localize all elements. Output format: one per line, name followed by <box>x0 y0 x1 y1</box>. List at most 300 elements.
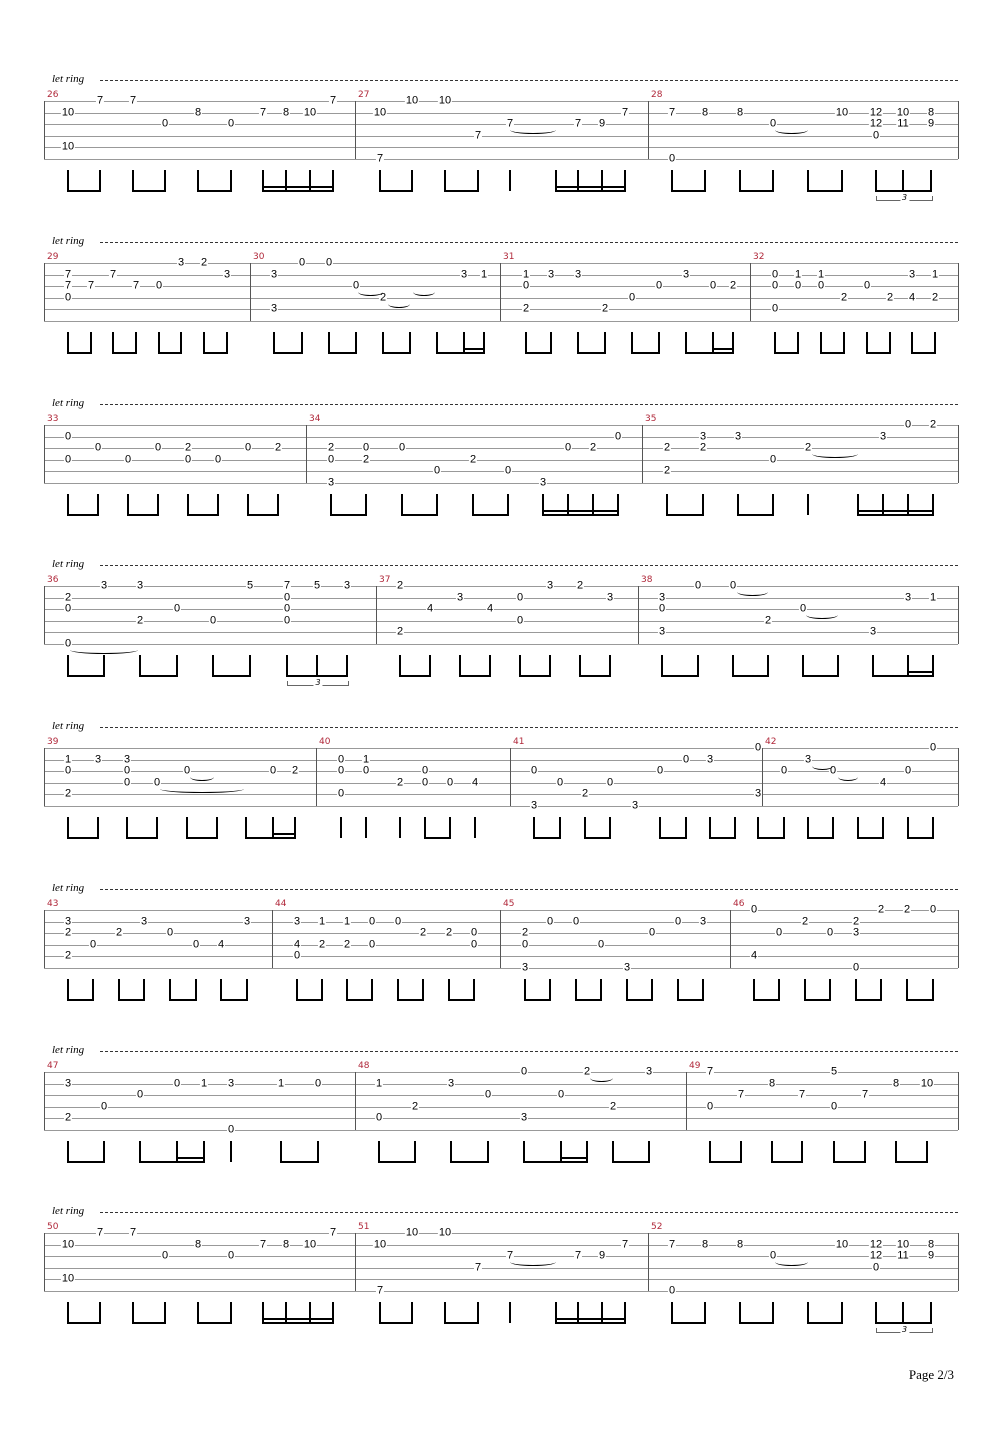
beam <box>757 837 785 839</box>
note-stem <box>661 655 663 676</box>
beam <box>67 1161 105 1163</box>
note-stem <box>186 817 188 838</box>
barline <box>44 425 45 483</box>
fret-number: 0 <box>293 949 301 962</box>
let-ring-label: let ring <box>52 720 85 732</box>
fret-number: 2 <box>64 787 72 800</box>
beam <box>186 837 218 839</box>
note-stem <box>346 979 348 1000</box>
fret-number: 7 <box>861 1088 869 1101</box>
fret-number: 0 <box>484 1088 492 1101</box>
fret-number: 0 <box>421 764 429 777</box>
fret-number: 0 <box>682 753 690 765</box>
fret-number: 3 <box>682 268 690 280</box>
fret-number: 3 <box>754 787 762 800</box>
note-stem <box>245 817 247 838</box>
note-stem <box>448 979 450 1000</box>
beam <box>67 999 94 1001</box>
fret-number: 8 <box>927 1238 935 1250</box>
fret-number: 0 <box>872 129 880 141</box>
note-stem <box>509 1302 511 1323</box>
note-stem <box>895 1141 897 1162</box>
fret-number: 7 <box>283 579 291 592</box>
note-stem <box>477 1302 479 1323</box>
fret-number: 7 <box>798 1088 806 1101</box>
note-stem <box>399 817 401 838</box>
beam <box>187 514 219 516</box>
fret-number: 3 <box>804 753 812 765</box>
tab-string-line <box>44 309 958 310</box>
fret-number: 0 <box>564 441 572 454</box>
fret-number: 0 <box>754 741 762 754</box>
note-stem <box>176 655 178 676</box>
note-stem <box>575 979 577 1000</box>
fret-number: 0 <box>337 753 345 765</box>
fret-number: 2 <box>931 291 939 303</box>
barline <box>355 101 356 159</box>
barline <box>355 1233 356 1291</box>
note-stem <box>379 170 381 191</box>
fret-number: 3 <box>136 579 144 592</box>
fret-number: 3 <box>699 915 707 927</box>
fret-number: 7 <box>64 268 72 280</box>
beam <box>577 352 606 354</box>
beam <box>67 1322 101 1324</box>
barline <box>762 748 763 806</box>
fret-number: 0 <box>362 764 370 777</box>
note-stem <box>807 494 809 515</box>
beam-secondary <box>560 1157 588 1159</box>
fret-number: 0 <box>161 1249 169 1262</box>
beam-secondary <box>555 186 626 188</box>
fret-number: 1 <box>277 1077 285 1089</box>
tab-system <box>0 1044 1000 1194</box>
fret-number: 2 <box>64 1111 72 1124</box>
note-stem <box>135 332 137 353</box>
note-stem <box>889 332 891 353</box>
fret-number: 1 <box>817 268 825 280</box>
tab-string-line <box>44 147 958 148</box>
fret-number: 0 <box>100 1100 108 1112</box>
beam-secondary <box>272 833 296 835</box>
note-stem <box>841 170 843 191</box>
beam <box>328 352 357 354</box>
note-stem <box>409 332 411 353</box>
fret-number: 3 <box>270 302 278 315</box>
note-stem <box>875 1302 877 1323</box>
beam <box>519 675 551 677</box>
note-stem <box>677 979 679 1000</box>
fret-number: 3 <box>623 961 631 973</box>
barline <box>44 1233 45 1291</box>
note-stem <box>864 1141 866 1162</box>
note-stem <box>882 817 884 838</box>
note-stem <box>449 817 451 838</box>
tab-string-line <box>44 159 958 160</box>
fret-number: 1 <box>362 753 370 765</box>
fret-number: 0 <box>173 602 181 615</box>
let-ring-label: let ring <box>52 73 85 85</box>
fret-number: 0 <box>352 279 360 292</box>
fret-number: 0 <box>628 291 636 303</box>
fret-number: 0 <box>780 764 788 777</box>
fret-number: 3 <box>734 430 742 442</box>
fret-number: 10 <box>405 1226 419 1239</box>
fret-number: 1 <box>929 591 937 603</box>
note-stem <box>118 979 120 1000</box>
note-stem <box>523 1141 525 1162</box>
fret-number: 7 <box>668 1238 676 1250</box>
fret-number: 0 <box>769 453 777 465</box>
fret-number: 2 <box>764 614 772 626</box>
fret-number: 8 <box>927 106 935 118</box>
beam <box>67 352 92 354</box>
measure-number: 43 <box>47 899 59 909</box>
beam <box>857 837 884 839</box>
note-stem <box>651 979 653 1000</box>
note-stem <box>739 1302 741 1323</box>
fret-number: 3 <box>606 591 614 603</box>
beam <box>524 999 551 1001</box>
fret-number: 3 <box>343 579 351 592</box>
tab-string-line <box>44 806 958 807</box>
beam <box>895 1161 928 1163</box>
note-stem <box>139 655 141 676</box>
note-stem <box>230 170 232 191</box>
fret-number: 1 <box>794 268 802 280</box>
beam <box>875 1322 932 1324</box>
fret-number: 3 <box>631 799 639 811</box>
beam <box>626 999 653 1001</box>
note-stem <box>355 332 357 353</box>
fret-number: 0 <box>656 764 664 777</box>
fret-number: 0 <box>606 776 614 788</box>
note-stem <box>365 494 367 515</box>
note-stem <box>330 494 332 515</box>
fret-number: 2 <box>929 418 937 431</box>
fret-number: 2 <box>521 926 529 939</box>
fret-number: 0 <box>674 915 682 927</box>
tie <box>510 126 556 134</box>
tab-string-line <box>44 321 958 322</box>
fret-number: 10 <box>61 106 75 118</box>
triplet-number: 3 <box>901 193 908 202</box>
fret-number: 7 <box>129 1226 137 1239</box>
beam <box>67 514 99 516</box>
beam <box>118 999 145 1001</box>
fret-number: 0 <box>433 464 441 477</box>
fret-number: 8 <box>701 106 709 118</box>
fret-number: 0 <box>123 764 131 777</box>
fret-number: 0 <box>829 764 837 777</box>
fret-number: 0 <box>94 441 102 454</box>
fret-number: 10 <box>835 1238 849 1250</box>
fret-number: 4 <box>293 938 301 950</box>
beam <box>212 675 251 677</box>
fret-number: 0 <box>668 152 676 164</box>
tab-system <box>0 397 1000 547</box>
note-stem <box>139 1141 141 1162</box>
note-stem <box>280 1141 282 1162</box>
note-stem <box>702 494 704 515</box>
fret-number: 10 <box>920 1077 934 1089</box>
fret-number: 0 <box>516 614 524 626</box>
beam <box>807 190 843 192</box>
beam <box>346 999 373 1001</box>
note-stem <box>802 655 804 676</box>
note-stem <box>820 332 822 353</box>
fret-number: 0 <box>375 1111 383 1124</box>
note-stem <box>132 170 134 191</box>
note-stem <box>507 494 509 515</box>
fret-number: 8 <box>194 1238 202 1250</box>
fret-number: 0 <box>368 915 376 927</box>
beam <box>774 352 799 354</box>
barline <box>750 263 751 321</box>
note-stem <box>866 332 868 353</box>
beam <box>875 190 932 192</box>
beam <box>820 352 845 354</box>
note-stem <box>930 1302 932 1323</box>
note-stem <box>132 1302 134 1323</box>
fret-number: 0 <box>769 117 777 130</box>
measure-number: 51 <box>358 1222 370 1232</box>
note-stem <box>156 817 158 838</box>
beam <box>132 1322 166 1324</box>
fret-number: 0 <box>446 776 454 788</box>
barline <box>500 263 501 321</box>
beam <box>401 514 438 516</box>
note-stem <box>97 817 99 838</box>
barline <box>44 910 45 968</box>
fret-number: 8 <box>736 1238 744 1250</box>
barline <box>958 1233 959 1291</box>
fret-number: 1 <box>480 268 488 280</box>
note-stem <box>880 979 882 1000</box>
fret-number: 3 <box>547 268 555 280</box>
fret-number: 0 <box>124 453 132 465</box>
tab-string-line <box>44 483 958 484</box>
note-stem <box>444 1302 446 1323</box>
fret-number: 0 <box>227 1123 235 1135</box>
let-ring-label: let ring <box>52 882 85 894</box>
beam <box>542 514 619 516</box>
note-stem <box>609 655 611 676</box>
measure-number: 35 <box>645 414 657 424</box>
fret-number: 7 <box>132 279 140 292</box>
note-stem <box>509 170 511 191</box>
fret-number: 2 <box>411 1100 419 1112</box>
fret-number: 7 <box>621 106 629 118</box>
measure-number: 45 <box>503 899 515 909</box>
tab-string-line <box>44 1118 958 1119</box>
fret-number: 3 <box>447 1077 455 1089</box>
fret-number: 10 <box>61 1238 75 1250</box>
fret-number: 2 <box>601 302 609 315</box>
note-stem <box>778 979 780 1000</box>
fret-number: 7 <box>329 1226 337 1239</box>
beam <box>112 352 137 354</box>
fret-number: 0 <box>64 453 72 465</box>
barline <box>44 1072 45 1130</box>
beam <box>67 190 101 192</box>
fret-number: 0 <box>556 776 564 788</box>
fret-number: 0 <box>516 591 524 603</box>
fret-number: 9 <box>598 117 606 130</box>
beam <box>579 675 611 677</box>
fret-number: 0 <box>470 938 478 950</box>
fret-number: 12 <box>869 117 883 130</box>
note-stem <box>216 817 218 838</box>
beam <box>612 1161 650 1163</box>
beam <box>671 1322 706 1324</box>
note-stem <box>472 494 474 515</box>
fret-number: 7 <box>109 268 117 280</box>
note-stem <box>753 979 755 1000</box>
fret-number: 0 <box>522 279 530 292</box>
fret-number: 2 <box>445 926 453 939</box>
note-stem <box>906 979 908 1000</box>
tie <box>838 773 858 781</box>
note-stem <box>246 979 248 1000</box>
note-stem <box>930 170 932 191</box>
note-stem <box>659 817 661 838</box>
fret-number: 2 <box>396 776 404 788</box>
barline <box>648 101 649 159</box>
fret-number: 3 <box>64 915 72 927</box>
beam <box>67 675 105 677</box>
tab-system <box>0 558 1000 708</box>
note-stem <box>379 1302 381 1323</box>
fret-number: 0 <box>283 614 291 626</box>
tab-string-line <box>44 425 958 426</box>
fret-number: 3 <box>520 1111 528 1124</box>
fret-number: 2 <box>419 926 427 939</box>
tab-system <box>0 73 1000 223</box>
tab-string-line <box>44 922 958 923</box>
let-ring-label: let ring <box>52 558 85 570</box>
let-ring-dashes <box>100 889 958 890</box>
fret-number: 0 <box>929 903 937 916</box>
let-ring-dashes <box>100 242 958 243</box>
beam <box>907 837 934 839</box>
fret-number: 0 <box>530 764 538 777</box>
fret-number: 0 <box>89 938 97 950</box>
beam <box>911 352 936 354</box>
fret-number: 2 <box>576 579 584 592</box>
tab-string-line <box>44 113 958 114</box>
fret-number: 3 <box>456 591 464 603</box>
note-stem <box>932 817 934 838</box>
fret-number: 3 <box>270 268 278 280</box>
note-stem <box>902 170 904 191</box>
note-stem <box>648 1141 650 1162</box>
fret-number: 10 <box>61 1272 75 1285</box>
fret-number: 4 <box>217 938 225 950</box>
fret-number: 1 <box>522 268 530 280</box>
note-stem <box>296 979 298 1000</box>
fret-number: 2 <box>469 453 477 465</box>
measure-number: 34 <box>309 414 321 424</box>
fret-number: 2 <box>801 915 809 927</box>
beam <box>379 1322 413 1324</box>
fret-number: 8 <box>282 106 290 118</box>
fret-number: 7 <box>706 1065 714 1078</box>
note-stem <box>872 655 874 676</box>
beam <box>533 837 561 839</box>
beam-secondary <box>555 1318 626 1320</box>
fret-number: 3 <box>546 579 554 592</box>
fret-number: 5 <box>830 1065 838 1078</box>
fret-number: 10 <box>373 106 387 118</box>
fret-number: 0 <box>283 602 291 615</box>
barline <box>44 586 45 644</box>
note-stem <box>533 817 535 838</box>
let-ring-dashes <box>100 1051 958 1052</box>
note-stem <box>767 655 769 676</box>
beam <box>158 352 182 354</box>
barline <box>44 263 45 321</box>
note-stem <box>411 1302 413 1323</box>
fret-number: 7 <box>506 1249 514 1262</box>
beam <box>659 837 687 839</box>
fret-number: 2 <box>699 441 707 454</box>
fret-number: 2 <box>581 787 589 800</box>
beam <box>450 1161 489 1163</box>
tab-string-line <box>44 632 958 633</box>
tab-string-line <box>44 1245 958 1246</box>
fret-number: 8 <box>282 1238 290 1250</box>
note-stem <box>203 332 205 353</box>
note-stem <box>328 332 330 353</box>
fret-number: 0 <box>830 1100 838 1112</box>
tab-string-line <box>44 1084 958 1085</box>
beam <box>685 352 734 354</box>
note-stem <box>92 979 94 1000</box>
tab-string-line <box>44 101 958 102</box>
note-stem <box>902 1302 904 1323</box>
fret-number: 3 <box>699 430 707 442</box>
tab-system <box>0 1205 1000 1355</box>
measure-number: 27 <box>358 90 370 100</box>
tie <box>388 300 410 308</box>
beam-secondary <box>857 510 934 512</box>
barline <box>638 586 639 644</box>
note-stem <box>301 332 303 353</box>
beam <box>807 1322 843 1324</box>
note-stem <box>487 1141 489 1162</box>
fret-number: 0 <box>64 764 72 777</box>
fret-number: 0 <box>729 579 737 592</box>
note-stem <box>926 1141 928 1162</box>
beam <box>807 837 834 839</box>
tie <box>510 1258 556 1266</box>
fret-number: 0 <box>771 268 779 280</box>
fret-number: 0 <box>872 1261 880 1273</box>
fret-number: 0 <box>572 915 580 927</box>
note-stem <box>67 655 69 676</box>
fret-number: 3 <box>539 476 547 488</box>
tie <box>358 288 383 296</box>
fret-number: 0 <box>244 441 252 454</box>
fret-number: 2 <box>318 938 326 950</box>
fret-number: 0 <box>314 1077 322 1089</box>
note-stem <box>459 655 461 676</box>
fret-number: 2 <box>840 291 848 303</box>
note-stem <box>525 332 527 353</box>
fret-number: 0 <box>794 279 802 292</box>
fret-number: 7 <box>259 106 267 118</box>
